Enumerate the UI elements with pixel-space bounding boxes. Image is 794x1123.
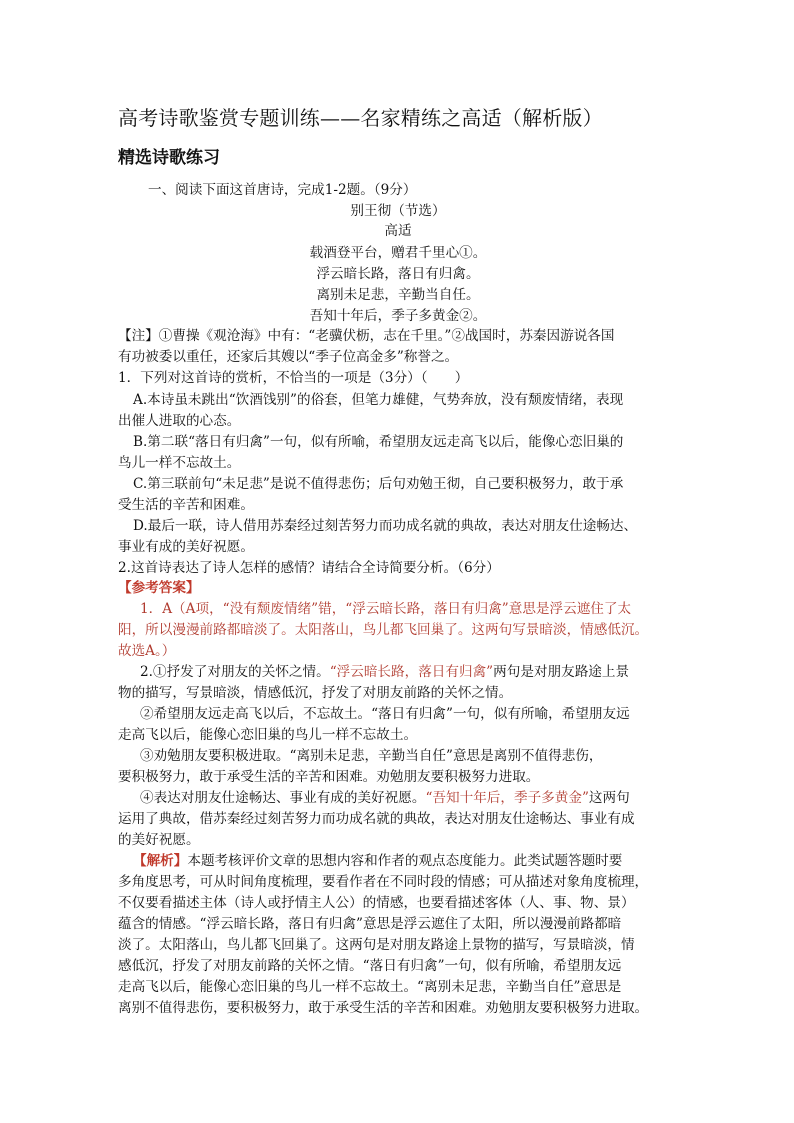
answer-2-point-4 — [140, 788, 630, 808]
answer-text: 两句是对朋友路途上景 — [493, 664, 630, 680]
answer-2-line: 运用了典故，借苏秦经过刻苦努力而功成名就的典故，表达对朋友仕途畅达、事业有成 — [118, 811, 635, 827]
analysis-line: 不仅要看描述主体（诗人或抒情主人公）的情感，也要看描述客体（人、事、物、景） — [118, 895, 635, 911]
question-intro: 一、阅读下面这首唐诗，完成1-2题。（9分） — [148, 182, 417, 198]
analysis-line: 感低沉，抒发了对朋友前路的关怀之情。“落日有归禽”一句，似有所喻，希望朋友远 — [118, 958, 622, 974]
poem-author: 高适 — [384, 223, 412, 239]
poem-line: 吾知十年后，季子多黄金②。 — [309, 308, 487, 324]
answer-heading: 【参考答案】 — [118, 580, 200, 596]
question-2-stem: 2.这首诗表达了诗人怎样的感情？请结合全诗简要分析。（6分） — [118, 560, 500, 576]
answer-1-line: 1．A（A项，“没有颓废情绪”错，“浮云暗长路，落日有归禽”意思是浮云遮住了太 — [140, 601, 632, 617]
answer-text: ④表达对朋友仕途畅达、事业有成的美好祝愿。 — [140, 790, 426, 806]
section-heading: 精选诗歌练习 — [118, 148, 220, 168]
answer-2-point-1 — [140, 662, 629, 682]
analysis-line: 离别不值得悲伤，要积极努力，敢于承受生活的辛苦和困难。劝勉朋友要积极努力进取。 — [118, 1000, 649, 1016]
note-line: 有功被委以重任，还家后其嫂以“季子位高金多”称誉之。 — [118, 349, 459, 365]
answer-2-line: 走高飞以后，能像心恋旧巢的鸟儿一样不忘故土。 — [118, 727, 418, 743]
analysis-text: 本题考核评价文章的思想内容和作者的观点态度能力。此类试题答题时要 — [187, 853, 623, 869]
question-1-stem: 1．下列对这首诗的赏析，不恰当的一项是（3分）（ ） — [118, 370, 469, 386]
answer-text: 2.①抒发了对朋友的关怀之情。 — [140, 664, 330, 680]
quote-text: “浮云暗长路，落日有归禽” — [329, 664, 494, 680]
option-d-cont: 事业有成的美好祝愿。 — [118, 539, 254, 555]
answer-2-line: 的美好祝愿。 — [118, 832, 200, 848]
analysis-line: 多角度思考，可从时间角度梳理，要看作者在不同时段的情感；可从描述对象角度梳理， — [118, 874, 649, 890]
answer-2-point-2: ②希望朋友远走高飞以后，不忘故土。“落日有归禽”一句，似有所喻，希望朋友远 — [140, 706, 630, 722]
poem-title: 别王彻（节选） — [350, 203, 446, 219]
analysis-first-line — [133, 851, 622, 871]
answer-text: 这两句 — [588, 790, 630, 806]
page-title: 高考诗歌鉴赏专题训练——名家精练之高适（解析版） — [118, 106, 603, 130]
quote-text: “吾知十年后，季子多黄金” — [425, 790, 589, 806]
analysis-label: 【解析】 — [133, 853, 188, 869]
option-d: D.最后一联，诗人借用苏秦经过刻苦努力而功成名就的典故，表达对朋友仕途畅达、 — [133, 518, 638, 534]
answer-2-point-3: ③劝勉朋友要积极进取。“离别未足悲，辛勤当自任”意思是离别不值得悲伤， — [140, 748, 603, 764]
option-c-cont: 受生活的辛苦和困难。 — [118, 497, 254, 513]
poem-line: 载酒登平台，赠君千里心①。 — [309, 245, 487, 261]
analysis-line: 走高飞以后，能像心恋旧巢的鸟儿一样不忘故土。“离别未足悲，辛勤当自任”意思是 — [118, 979, 622, 995]
option-a-cont: 出催人进取的心态。 — [118, 413, 241, 429]
answer-1-line: 故选A。） — [118, 643, 176, 659]
option-c: C.第三联前句“未足悲”是说不值得悲伤；后句劝勉王彻，自己要积极努力，敢于承 — [133, 476, 624, 492]
option-b-cont: 鸟儿一样不忘故土。 — [118, 455, 241, 471]
note-line: 【注】①曹操《观沧海》中有：“老骥伏枥，志在千里。”②战国时，苏秦因游说各国 — [118, 328, 615, 344]
answer-2-line: 要积极努力，敢于承受生活的辛苦和困难。劝勉朋友要积极努力进取。 — [118, 769, 540, 785]
poem-line: 浮云暗长路，落日有归禽。 — [316, 266, 480, 282]
option-a: A.本诗虽未跳出“饮酒饯别”的俗套，但笔力雄健，气势奔放，没有颓废情绪，表现 — [133, 392, 624, 408]
option-b: B.第二联“落日有归禽”一句，似有所喻，希望朋友远走高飞以后，能像心恋旧巢的 — [133, 434, 624, 450]
analysis-line: 蕴含的情感。“浮云暗长路，落日有归禽”意思是浮云遮住了太阳，所以漫漫前路都暗 — [118, 916, 622, 932]
answer-1-line: 阳，所以漫漫前路都暗淡了。太阳落山，鸟儿都飞回巢了。这两句写景暗淡，情感低沉。 — [118, 622, 649, 638]
analysis-line: 淡了。太阳落山，鸟儿都飞回巢了。这两句是对朋友路途上景物的描写，写景暗淡，情 — [118, 937, 635, 953]
poem-line: 离别未足悲，辛勤当自任。 — [316, 287, 480, 303]
answer-2-line: 物的描写，写景暗淡，情感低沉，抒发了对朋友前路的关怀之情。 — [118, 685, 513, 701]
